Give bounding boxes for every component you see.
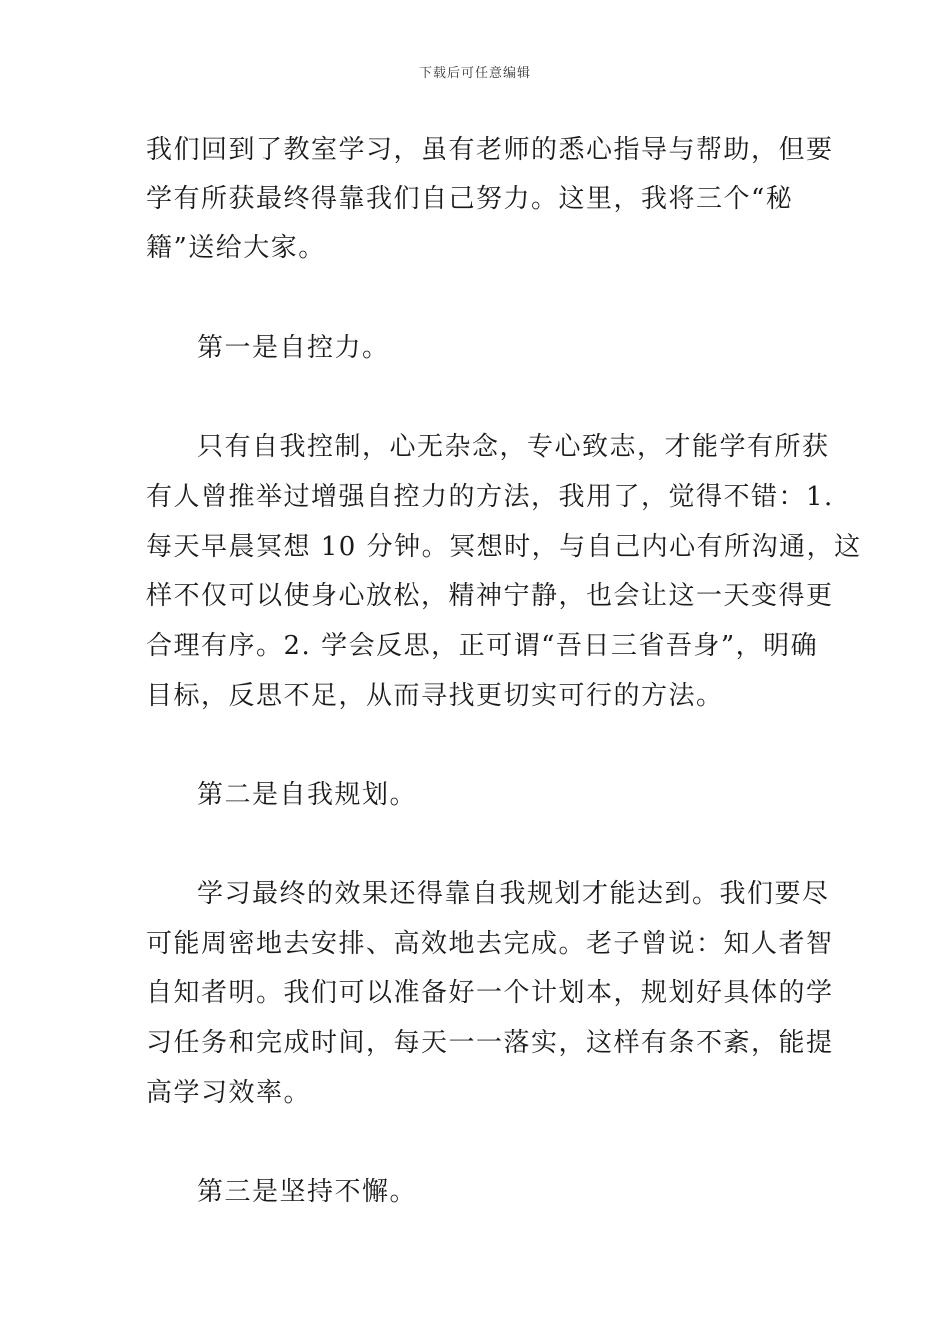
paragraph-line: 我们回到了教室学习，虽有老师的悉心指导与帮助，但要 bbox=[146, 135, 834, 165]
paragraph-line: 可能周密地去安排、高效地去完成。老子曾说：知人者智 bbox=[146, 929, 834, 959]
section-heading: 第一是自控力。 bbox=[197, 333, 390, 363]
paragraph-line: 籍”送给大家。 bbox=[146, 233, 326, 263]
paragraph-line: 合理有序。2. 学会反思，正可谓“吾日三省吾身”，明确 bbox=[146, 631, 819, 661]
paragraph-line: 学习最终的效果还得靠自我规划才能达到。我们要尽 bbox=[197, 879, 830, 909]
paragraph-line: 高学习效率。 bbox=[146, 1078, 312, 1108]
paragraph-line: 每天早晨冥想 10 分钟。冥想时，与自己内心有所沟通，这 bbox=[146, 532, 862, 562]
paragraph-line: 学有所获最终得靠我们自己努力。这里，我将三个“秘 bbox=[146, 184, 794, 214]
paragraph-line: 只有自我控制，心无杂念，专心致志，才能学有所获 bbox=[197, 432, 830, 462]
paragraph-line: 有人曾推举过增强自控力的方法，我用了，觉得不错：1. bbox=[146, 482, 834, 512]
paragraph-line: 目标，反思不足，从而寻找更切实可行的方法。 bbox=[146, 681, 724, 711]
paragraph-line: 自知者明。我们可以准备好一个计划本，规划好具体的学 bbox=[146, 978, 834, 1008]
header-note: 下载后可任意编辑 bbox=[418, 66, 531, 81]
section-heading: 第二是自我规划。 bbox=[197, 780, 418, 810]
section-heading: 第三是坚持不懈。 bbox=[197, 1177, 418, 1207]
paragraph-line: 样不仅可以使身心放松，精神宁静，也会让这一天变得更 bbox=[146, 581, 834, 611]
paragraph-line: 习任务和完成时间，每天一一落实，这样有条不紊，能提 bbox=[146, 1028, 834, 1058]
